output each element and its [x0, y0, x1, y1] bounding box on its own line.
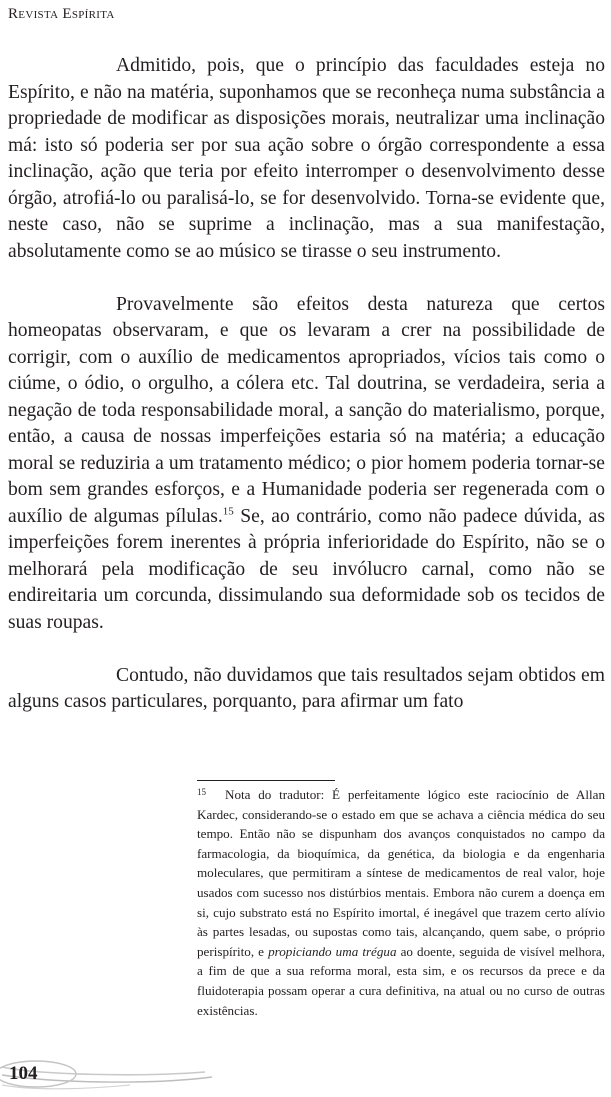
running-header: Revista Espírita — [8, 6, 115, 22]
footnote-separator — [197, 780, 335, 781]
footnote — [197, 785, 605, 1020]
paragraph-2-continuation: Se, ao contrário, como não padece dúvida, as imperfeições forem inerentes à própria inferioridade do Espírito, não se o melhorará pela modificação de seu invólucro carnal, como não se endireitaria um corcunda, dissimulando sua deformidade sob os tecidos de suas roupas. — [8, 505, 605, 633]
paragraph-2 — [8, 292, 605, 637]
footnote-text-end: ao doente, seguida de visível melhora, a fim de que a sua reforma moral, esta sim, e os recursos da prece e da fluidoterapia possam operar a cura definitiva, na atual ou no curso de outras existências. — [197, 943, 605, 1018]
footnote-text-start: Nota do tradutor: É perfeitamente lógico este raciocínio de Allan Kardec, considerando-se o estado em que se achava a ciência médica do seu tempo. Então não se dispunham dos avanços conquistados no campo da farmacologia, da bioquímica, da genética, da biologia e da engenharia moleculares, que permitiram a síntese de medicamentos de real valor, hoje usados com sucesso nos distúrbios mentais. Embora não curem a doença em si, cujo substrato está no Espírito imortal, é inegável que trazem certo alívio às partes lesadas, ou supostas como tais, alcançando, quem sabe, o próprio perispírito, e — [197, 787, 605, 959]
paragraph-1: Admitido, pois, que o princípio das faculdades esteja no Espírito, e não na matéria, suponhamos que se reconheça numa substância a propriedade de modificar as disposições morais, neutralizar uma inclinação má: isto só poderia ser por sua ação sobre o órgão correspondente a essa inclinação, ação que teria por efeito interromper o desenvolvimento desse órgão, atrofiá-lo ou paralisá-lo, se for desenvolvido. Torna-se evidente que, neste caso, não se suprime a inclinação, mas a sua manifestação, absolutamente como se ao músico se tirasse o seu instrumento. — [8, 55, 605, 262]
footnote-reference[interactable]: 15 — [222, 504, 234, 517]
page-number: 104 — [9, 1063, 38, 1084]
paragraph-2-text: Provavelmente são efeitos desta natureza que certos homeopatas observaram, e que os levaram a crer na possibilidade de corrigir, com o auxílio de medicamentos apropriados, vícios tais como o ciúme, o ódio, o orgulho, a cólera etc. Tal doutrina, se verdadeira, seria a negação de toda responsabilidade moral, a sanção do materialismo, porque, então, a causa de nossas imperfeições estaria só na matéria; a educação moral se reduziria a um tratamento médico; o pior homem poderia tornar-se bom sem grandes esforços, e a Humanidade poderia ser regenerada com o auxílio de algumas pílulas. — [8, 293, 605, 527]
footnote-italic-text: propiciando uma trégua — [268, 943, 397, 959]
footnote-number: 15 — [197, 787, 206, 797]
footnote-text — [197, 785, 605, 1020]
main-text — [8, 53, 605, 716]
paragraph-3: Contudo, não duvidamos que tais resultados sejam obtidos em alguns casos particulares, porquanto, para afirmar um fato — [8, 664, 605, 712]
